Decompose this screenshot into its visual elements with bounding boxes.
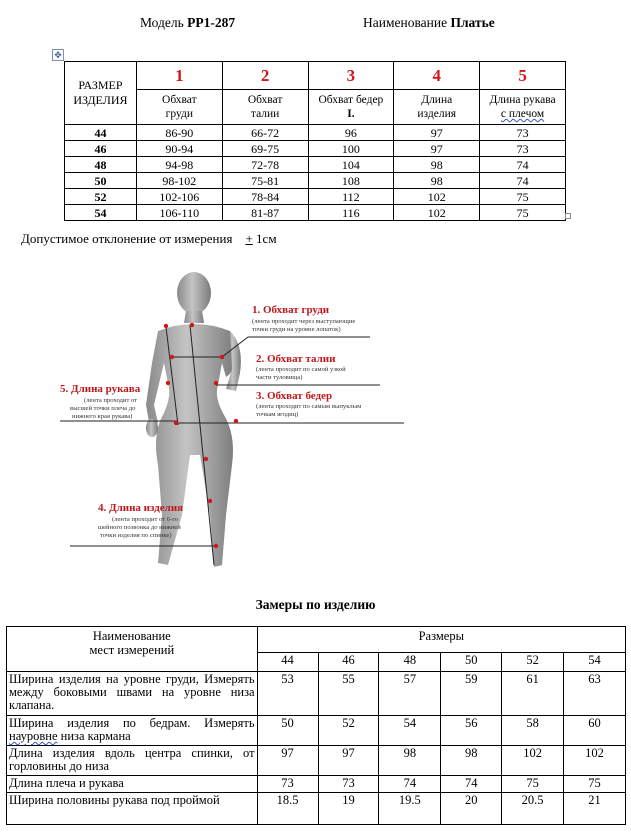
label-chest: [252, 304, 355, 333]
sizes-row: 44 46 48 50 52 54: [7, 652, 626, 671]
label-hips: [256, 390, 362, 418]
measure-name-header: Наименование мест измерений: [7, 627, 258, 672]
svg-text:части туловища): части туловища): [256, 374, 303, 381]
svg-text:точкам ягодиц): точкам ягодиц): [256, 411, 299, 418]
svg-text:точки груди на уровне лопаток): точки груди на уровне лопаток): [252, 326, 341, 333]
tolerance-note: Допустимое отклонение от измерения + 1см: [21, 231, 277, 246]
svg-text:(лента проходит от: (лента проходит от: [84, 397, 138, 404]
svg-text:3. Обхват бедер: 3. Обхват бедер: [256, 390, 333, 402]
table-row: Длина плеча и рукава 73 73 74 74 75 75: [7, 776, 626, 793]
column-number: 5: [480, 62, 566, 90]
measurements-title: Замеры по изделию: [255, 597, 376, 612]
name-label: Наименование: [363, 15, 448, 30]
size-corner-header: РАЗМЕР ИЗДЕЛИЯ: [65, 62, 137, 125]
column-header-chest: Обхват груди: [136, 90, 222, 125]
column-number: 2: [222, 62, 308, 90]
label-sleeve: [60, 383, 141, 420]
table-resize-handle-icon[interactable]: [565, 213, 571, 219]
label-waist: [256, 353, 346, 381]
svg-text:2. Обхват талии: 2. Обхват талии: [256, 353, 336, 365]
size-table: [64, 61, 566, 221]
sizes-header: Размеры: [257, 627, 625, 653]
svg-text:(лента проходит по самой узкой: (лента проходит по самой узкой: [256, 366, 346, 373]
svg-text:точки изделия по спинке): точки изделия по спинке): [100, 532, 172, 539]
name-value: Платье: [450, 15, 495, 30]
column-header-waist: Обхват талии: [222, 90, 308, 125]
svg-text:(лента проходит по самым выпук: (лента проходит по самым выпуклым: [256, 403, 362, 410]
svg-text:нижнего края рукава): нижнего края рукава): [72, 413, 133, 420]
model-header: [140, 15, 235, 31]
svg-text:4. Длина изделия: 4. Длина изделия: [98, 502, 184, 514]
model-value: PP1-287: [187, 15, 236, 30]
svg-text:высшей точки плеча до: высшей точки плеча до: [70, 405, 136, 412]
measurements-table: [6, 626, 626, 825]
table-row: 52 102-106 78-84 112 102 75: [65, 189, 566, 205]
product-name-header: [363, 15, 495, 31]
column-header-hips: Обхват бедер I.: [308, 90, 394, 125]
column-header-length: Длина изделия: [394, 90, 480, 125]
column-header-sleeve: Длина рукава с плечом: [480, 90, 566, 125]
table-row: 46 90-94 69-75 100 97 73: [65, 141, 566, 157]
table-row: Длина изделия вдоль центра спинки, от горловины до низа 97 97 98 98 102 102: [7, 746, 626, 776]
column-number: 4: [394, 62, 480, 90]
measurement-figure: [40, 265, 440, 585]
column-number: 3: [308, 62, 394, 90]
svg-text:1. Обхват груди: 1. Обхват груди: [252, 304, 330, 316]
column-number: 1: [136, 62, 222, 90]
table-row: 48 94-98 72-78 104 98 74: [65, 157, 566, 173]
svg-text:(лента проходит от 6-го: (лента проходит от 6-го: [112, 516, 179, 523]
table-row: Ширина половины рукава под проймой 18.5 19 19.5 20 20.5 21: [7, 793, 626, 825]
table-row: 54 106-110 81-87 116 102 75: [65, 205, 566, 221]
svg-text:5. Длина рукава: 5. Длина рукава: [60, 383, 141, 395]
svg-text:шейного позвонка до нижней: шейного позвонка до нижней: [98, 524, 181, 531]
table-row: Ширина изделия на уровне груди, Измерять между боковыми швами на уровне низа клапана. 53 55 57 59 61 63: [7, 672, 626, 716]
label-length: [98, 502, 183, 539]
model-label: Модель: [140, 15, 184, 30]
table-row: 50 98-102 75-81 108 98 74: [65, 173, 566, 189]
table-row: Ширина изделия по бедрам. Измерять науровне низа кармана 50 52 54 56 58 60: [7, 716, 626, 746]
svg-text:(лента проходит через выступаю: (лента проходит через выступающие: [252, 318, 356, 325]
table-move-handle-icon[interactable]: ✥: [52, 49, 64, 61]
table-row: 44 86-90 66-72 96 97 73: [65, 125, 566, 141]
